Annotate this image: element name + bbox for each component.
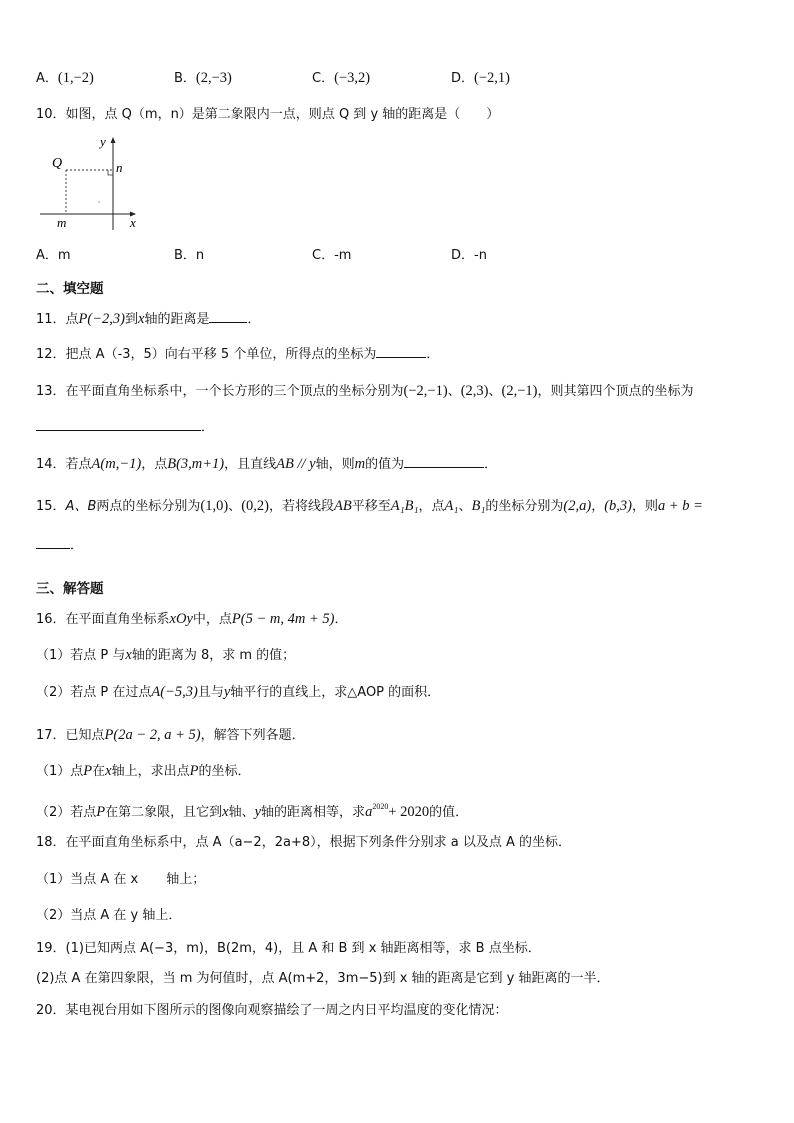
right-angle-mark — [108, 170, 113, 175]
q10-coordinate-figure — [36, 132, 146, 232]
q9-option-b: B．(2,−3) — [174, 70, 232, 86]
question-14: 14．若点A(m,−1)，点B(3,m+1)，且直线AB // y轴，则m的值为 ． — [36, 456, 498, 472]
y-axis-arrow — [111, 137, 116, 143]
question-11: 11．点P(−2,3)到x轴的距离是 ． — [36, 311, 261, 327]
n-label: n — [116, 160, 123, 175]
question-18: 18．在平面直角坐标系中，点 A（a−2，2a+8），根据下列条件分别求 a 以及点 A 的坐标． — [36, 835, 571, 850]
question-13: 13．在平面直角坐标系中，一个长方形的三个顶点的坐标分别为(−2,−1)、(2,3)、(2,−1)，则其第四个顶点的坐标为 — [36, 383, 694, 399]
q10-option-c: C．-m — [312, 248, 352, 263]
question-16: 16．在平面直角坐标系xOy中，点P(5 − m, 4m + 5)． — [36, 611, 348, 627]
section-fill-in-title: 二、填空题 — [36, 281, 104, 297]
section-solution-title: 三、解答题 — [36, 581, 104, 597]
m-label: m — [57, 215, 67, 230]
question-19-part-2: (2)点 A 在第四象限，当 m 为何值时，点 A(m+2，3m−5)到 x 轴的距离是它到 y 轴距离的一半． — [36, 971, 610, 986]
question-17-part-2: （2）若点P在第二象限，且它到x轴、y轴的距离相等，求$a^{2020}+ 2020$的值． — [36, 802, 469, 820]
question-15: 15．A、B两点的坐标分别为(1,0)、(0,2)，若将线段AB平移至A₁B₁，点A₁、B₁的坐标分别为(2,a)，(b,3)，则a + b = — [36, 498, 703, 514]
question-18-part-2: （2）当点 A 在 y 轴上． — [36, 908, 182, 923]
q10-stem: 10．如图，点 Q（m，n）是第二象限内一点，则点 Q 到 y 轴的距离是（ ） — [36, 107, 500, 122]
q9-option-a: A．(1,−2) — [36, 70, 94, 86]
y-axis-label: y — [100, 134, 106, 149]
q9-option-d: D．(−2,1) — [451, 70, 510, 86]
question-16-part-1: （1）若点 P 与x轴的距离为 8，求 m 的值； — [36, 647, 296, 663]
question-20: 20．某电视台用如下图所示的图像向观察描绘了一周之内日平均温度的变化情况： — [36, 1003, 508, 1018]
question-19-part-1: 19．(1)已知两点 A(−3，m)，B(2m，4)，且 A 和 B 到 x 轴距离相等，求 B 点坐标． — [36, 941, 541, 956]
question-16-part-2: （2）若点 P 在过点A(−5,3)且与y轴平行的直线上，求△AOP 的面积． — [36, 684, 441, 700]
question-17: 17．已知点P(2a − 2, a + 5)，解答下列各题． — [36, 727, 305, 743]
question-15-blank-line: ． — [36, 536, 83, 555]
q9-option-c: C．(−3,2) — [312, 70, 371, 86]
x-axis-label: x — [130, 215, 136, 230]
question-13-blank-line: ． — [36, 418, 214, 437]
q10-option-a: A．m — [36, 248, 71, 263]
answer-blank[interactable] — [36, 536, 70, 549]
stray-dot — [98, 201, 99, 202]
point-q-label: Q — [52, 156, 63, 171]
q10-option-b: B．n — [174, 248, 205, 263]
question-17-part-1: （1）点P在x轴上，求出点P的坐标． — [36, 763, 251, 779]
question-18-part-1: （1）当点 A 在 x 轴上； — [36, 872, 206, 887]
answer-blank[interactable] — [376, 345, 426, 358]
q10-option-d: D．-n — [451, 248, 487, 263]
answer-blank[interactable] — [36, 418, 201, 431]
question-12: 12．把点 A（-3，5）向右平移 5 个单位，所得点的坐标为 ． — [36, 347, 440, 362]
answer-blank[interactable] — [209, 310, 247, 323]
answer-blank[interactable] — [404, 455, 484, 468]
